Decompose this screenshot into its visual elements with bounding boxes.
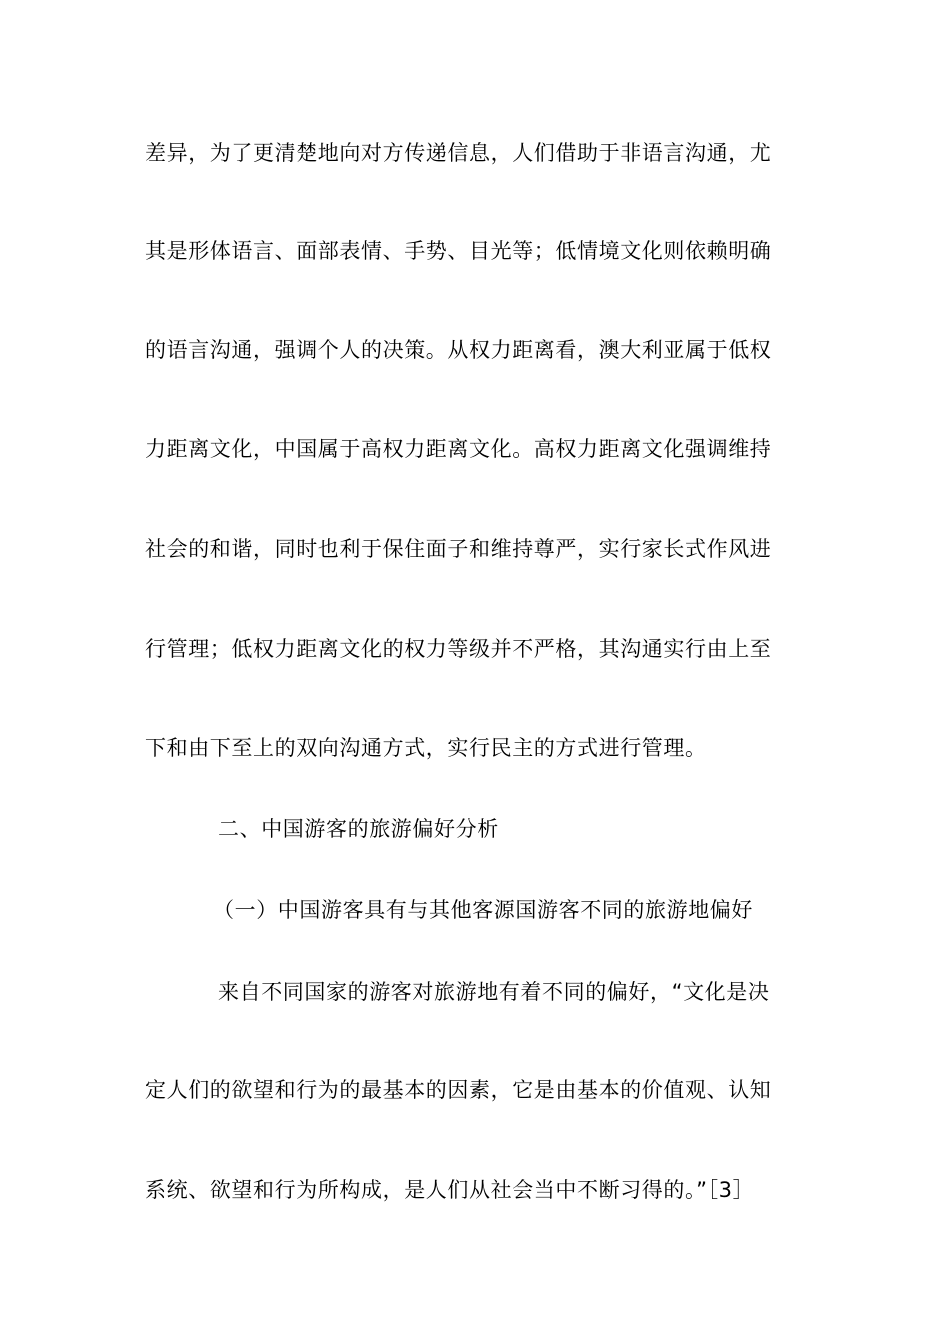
paragraph-line: 下和由下至上的双向沟通方式，实行民主的方式进行管理。 <box>145 736 707 760</box>
paragraph-line: 系统、欲望和行为所构成，是人们从社会当中不断习得的。”［3］ <box>145 1178 755 1202</box>
paragraph-line: 差异，为了更清楚地向对方传递信息，人们借助于非语言沟通，尤 <box>145 141 772 165</box>
paragraph-line: 的语言沟通，强调个人的决策。从权力距离看，澳大利亚属于低权 <box>145 338 772 362</box>
section-heading: 二、中国游客的旅游偏好分析 <box>218 817 499 841</box>
paragraph-line: 行管理；低权力距离文化的权力等级并不严格，其沟通实行由上至 <box>145 637 772 661</box>
paragraph-line: 其是形体语言、面部表情、手势、目光等；低情境文化则依赖明确 <box>145 239 772 263</box>
paragraph-line: 力距离文化，中国属于高权力距离文化。高权力距离文化强调维持 <box>145 437 772 461</box>
subsection-heading: （一）中国游客具有与其他客源国游客不同的旅游地偏好 <box>213 898 753 922</box>
paragraph-line: 定人们的欲望和行为的最基本的因素，它是由基本的价值观、认知 <box>145 1078 772 1102</box>
paragraph-line: 来自不同国家的游客对旅游地有着不同的偏好，“文化是决 <box>218 980 770 1004</box>
paragraph-line: 社会的和谐，同时也利于保住面子和维持尊严，实行家长式作风进 <box>145 537 772 561</box>
